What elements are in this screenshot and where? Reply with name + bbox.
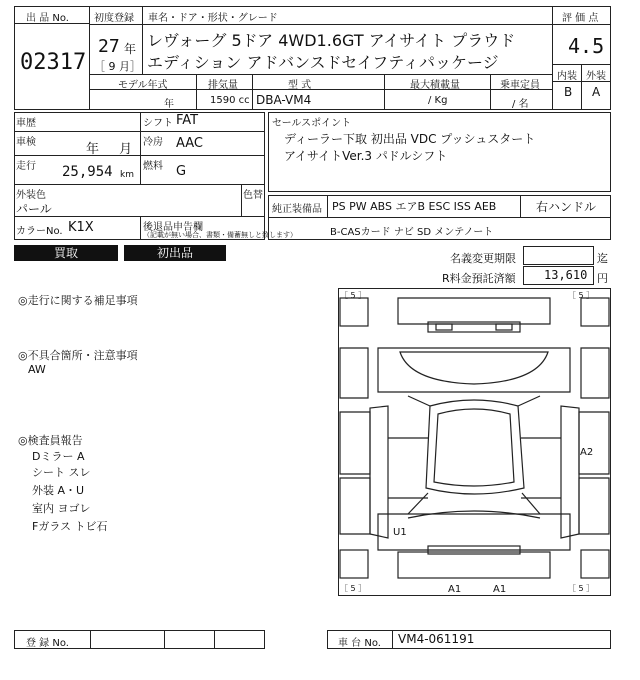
recycle-label: R料金預託済額 [442, 272, 516, 285]
equipment-list-2: B-CASカード ナビ SD メンテノート [330, 227, 494, 238]
equipment-list: PS PW ABS エアB ESC ISS AEB [332, 200, 497, 213]
score-label: 評 価 点 [562, 13, 599, 24]
tire-depth-rear-right: ［ 5 ］ [568, 584, 595, 593]
mileage-label: 走行 [16, 161, 36, 172]
recycle-value: 13,610 [544, 268, 588, 282]
inspection-label: 車検 [16, 137, 36, 148]
interior-grade: B [564, 85, 573, 99]
equipment-label: 純正装備品 [272, 204, 322, 215]
sales-point-label: セールスポイント [272, 118, 352, 129]
inspector-line: Dミラー A [32, 450, 85, 463]
inspector-line: Fガラス トビ石 [32, 520, 108, 533]
capacity-label: 乗車定員 [500, 80, 540, 91]
mileage-value: 25,954 [62, 164, 113, 180]
buyout-badge: 買取 [14, 245, 118, 261]
name-change-label: 名義変更期限 [450, 252, 516, 265]
interior-label: 内装 [557, 71, 577, 82]
sales-point-line1: ディーラー下取 初出品 VDC プッシュスタート [284, 132, 536, 146]
displacement-value: 1590 cc [210, 95, 250, 106]
ac-value: AAC [176, 136, 203, 151]
first-listing-badge: 初出品 [124, 245, 226, 261]
fuel-label: 燃料 [143, 161, 163, 172]
car-name-line1: レヴォーグ 5ドア 4WD1.6GT アイサイト プラウド [147, 31, 516, 50]
model-year-label: モデル年式 [118, 80, 168, 91]
color-no-value: K1X [68, 220, 94, 235]
exterior-label: 外装 [586, 71, 606, 82]
ext-color-value: パール [16, 202, 52, 216]
reg-date-label: 初度登録 [94, 13, 134, 24]
type-label: 型 式 [288, 80, 312, 91]
inspector-line: シート スレ [32, 466, 91, 479]
inspection-value: 年 月 [86, 142, 133, 157]
inspector-line: 外装 A・U [32, 484, 85, 497]
inspector-line: 室内 ヨゴレ [32, 502, 91, 515]
shift-value: FAT [176, 113, 199, 128]
ext-color-label: 外装色 [16, 190, 46, 201]
type-value: DBA-VM4 [256, 93, 312, 107]
recycle-unit: 円 [597, 272, 608, 285]
ac-label: 冷房 [143, 137, 163, 148]
max-load-label: 最大積載量 [410, 80, 460, 91]
name-change-box [523, 246, 594, 265]
fuel-value: G [176, 164, 187, 179]
tire-depth-front-right: ［ 5 ］ [568, 291, 595, 300]
reg-no-label: 登 録 No. [26, 638, 69, 649]
displacement-label: 排気量 [208, 80, 238, 91]
car-name-label: 車名・ドア・形状・グレード [148, 13, 278, 24]
defect-line: AW [28, 363, 46, 376]
color-no-label: カラーNo. [16, 226, 63, 237]
tire-depth-rear-left: ［ 5 ］ [340, 584, 367, 593]
name-change-unit: 迄 [597, 252, 608, 265]
damage-mark-a2: A2 [580, 447, 594, 458]
post-report-label: 後退品申告欄 [143, 222, 203, 233]
sales-point-line2: アイサイトVer.3 パドルシフト [284, 149, 448, 163]
tire-depth-front-left: ［ 5 ］ [340, 291, 367, 300]
color-change-label: 色替 [243, 190, 263, 201]
damage-mark-a1-left: A1 [448, 584, 462, 595]
shift-label: シフト [143, 118, 173, 129]
reg-year-unit: 年 [124, 42, 137, 56]
defect-notes-title: ◎不具合箇所・注意事項 [18, 349, 138, 362]
car-name-line2: エディション アドバンスドセイフティパッケージ [147, 53, 499, 72]
mileage-unit: km [120, 170, 134, 180]
car-outline-diagram [338, 288, 611, 596]
lot-label: 出 品 No. [26, 13, 69, 24]
damage-mark-u1: U1 [393, 527, 407, 538]
damage-mark-a1-right: A1 [493, 584, 507, 595]
reg-year: 27 [98, 36, 120, 57]
capacity-unit: / 名 [512, 99, 529, 110]
model-year-unit: 年 [164, 99, 174, 110]
max-load-unit: / Kg [428, 95, 448, 106]
lot-number: 02317 [20, 50, 87, 75]
exterior-grade: A [592, 85, 601, 99]
reg-month: ［ 9 月］ [94, 60, 141, 73]
score-value: 4.5 [568, 34, 605, 58]
chassis-number: VM4-061191 [398, 632, 475, 646]
steering-side: 右ハンドル [536, 200, 597, 214]
chassis-label: 車 台 No. [338, 638, 381, 649]
inspector-title: ◎検査員報告 [18, 434, 83, 447]
history-label: 車歴 [16, 118, 36, 129]
post-report-note: （記載が無い場合、書類・備蓄無しと致します） [143, 231, 297, 239]
driving-notes-title: ◎走行に関する補足事項 [18, 294, 138, 307]
